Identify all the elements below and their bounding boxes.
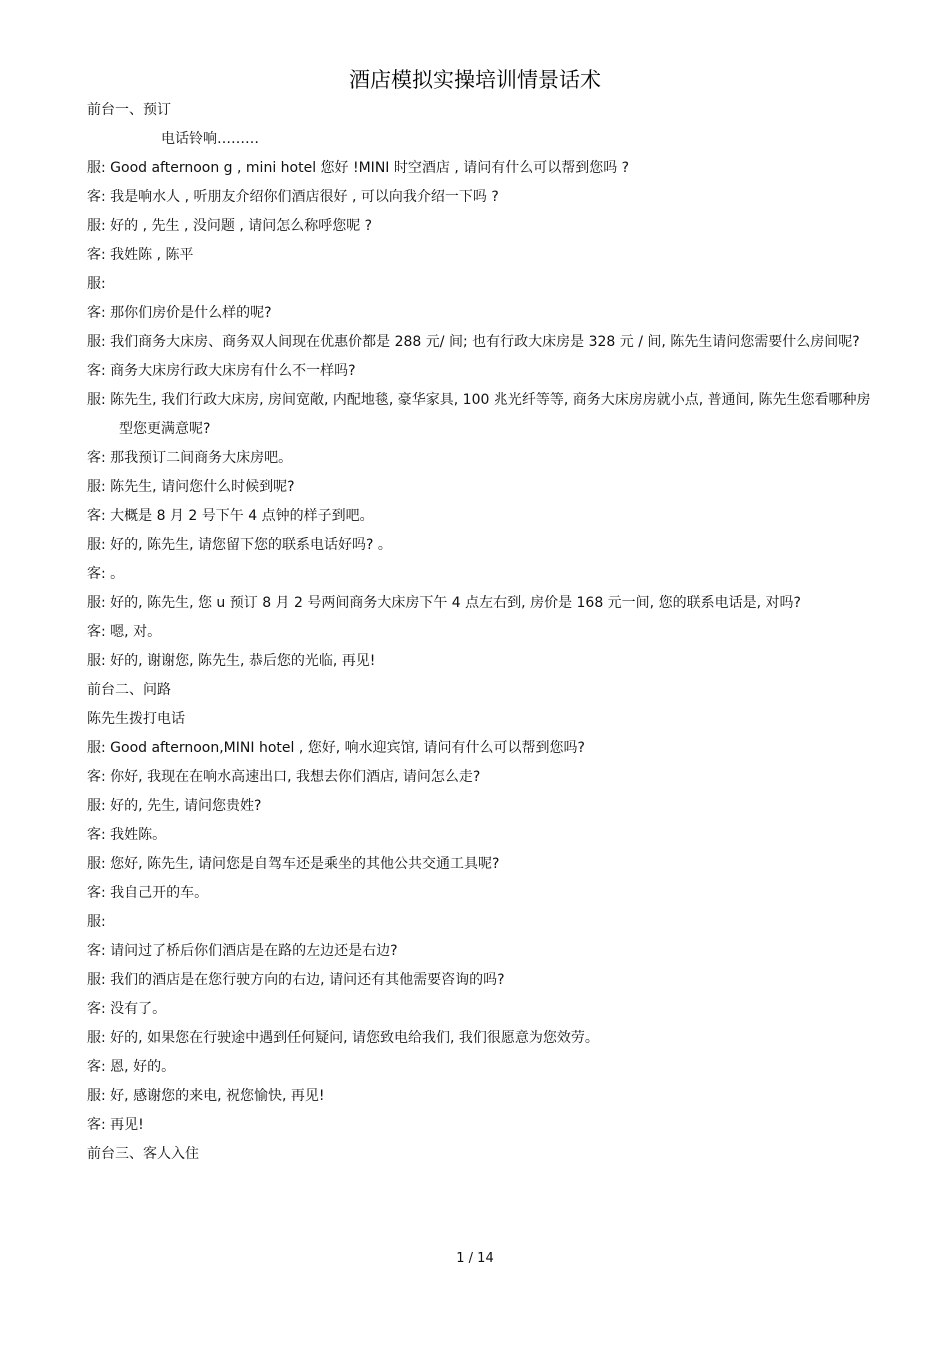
dialogue-line: 客: 我自己开的车。	[87, 885, 209, 901]
stage-direction: 陈先生拨打电话	[87, 711, 185, 727]
dialogue-line: 服: Good afternoon g , mini hotel 您好 !MINI 时空酒店 , 请问有什么可以帮到您吗 ?	[87, 160, 630, 176]
dialogue-line: 服:	[87, 914, 106, 930]
dialogue-line: 客: 我是响水人 , 听朋友介绍你们酒店很好 , 可以向我介绍一下吗 ?	[87, 189, 499, 205]
dialogue-line: 客: 我姓陈。	[87, 827, 167, 843]
dialogue-line: 服: 我们商务大床房、商务双人间现在优惠价都是 288 元/ 间; 也有行政大床房是 328 元 / 间, 陈先生请问您需要什么房间呢?	[87, 334, 860, 350]
dialogue-line: 客: 没有了。	[87, 1001, 167, 1017]
dialogue-line: 客: 大概是 8 月 2 号下午 4 点钟的样子到吧。	[87, 508, 374, 524]
dialogue-line: 服: 陈先生, 我们行政大床房, 房间宽敞, 内配地毯, 豪华家具, 100 兆光纤等等, 商务大床房房就小点, 普通间, 陈先生您看哪种房型您更满意呢?	[87, 392, 871, 437]
dialogue-line: 服: 好的, 如果您在行驶途中遇到任何疑问, 请您致电给我们, 我们很愿意为您效劳。	[87, 1030, 599, 1046]
dialogue-line: 服: 好的, 陈先生, 您 u 预订 8 月 2 号两间商务大床房下午 4 点左右到, 房价是 168 元一间, 您的联系电话是, 对吗?	[87, 595, 801, 611]
dialogue-line: 客: 。	[87, 566, 125, 582]
dialogue-line: 客: 再见!	[87, 1117, 144, 1133]
dialogue-line: 客: 我姓陈 , 陈平	[87, 247, 194, 263]
dialogue-line: 客: 你好, 我现在在响水高速出口, 我想去你们酒店, 请问怎么走?	[87, 769, 481, 785]
dialogue-line: 服: 好的 , 先生 , 没问题 , 请问怎么称呼您呢 ?	[87, 218, 373, 234]
dialogue-line: 服: 好的, 谢谢您, 陈先生, 恭后您的光临, 再见!	[87, 653, 376, 669]
dialogue-line: 服: 陈先生, 请问您什么时候到呢?	[87, 479, 295, 495]
document-title: 酒店模拟实操培训情景话术	[349, 68, 601, 92]
dialogue-line: 客: 那我预订二间商务大床房吧。	[87, 450, 293, 466]
dialogue-line: 客: 嗯, 对。	[87, 624, 162, 640]
dialogue-line: 服: Good afternoon,MINI hotel , 您好, 响水迎宾馆, 请问有什么可以帮到您吗?	[87, 740, 585, 756]
dialogue-line: 服: 好的, 先生, 请问您贵姓?	[87, 798, 262, 814]
dialogue-body	[87, 96, 877, 1169]
dialogue-line: 客: 那你们房价是什么样的呢?	[87, 305, 272, 321]
dialogue-line: 服: 好的, 陈先生, 请您留下您的联系电话好吗? 。	[87, 537, 392, 553]
dialogue-line: 客: 恩, 好的。	[87, 1059, 176, 1075]
page-number: 1 / 14	[456, 1251, 494, 1266]
dialogue-line: 服:	[87, 276, 106, 292]
dialogue-line: 客: 商务大床房行政大床房有什么不一样吗?	[87, 363, 356, 379]
section-heading: 前台一、预订	[87, 102, 171, 118]
dialogue-line: 服: 好, 感谢您的来电, 祝您愉快, 再见!	[87, 1088, 325, 1104]
section-heading: 前台二、问路	[87, 682, 171, 698]
dialogue-line: 客: 请问过了桥后你们酒店是在路的左边还是右边?	[87, 943, 398, 959]
section-heading: 前台三、客人入住	[87, 1146, 199, 1162]
stage-direction: 电话铃响………	[161, 131, 259, 147]
dialogue-line: 服: 您好, 陈先生, 请问您是自驾车还是乘坐的其他公共交通工具呢?	[87, 856, 500, 872]
dialogue-line: 服: 我们的酒店是在您行驶方向的右边, 请问还有其他需要咨询的吗?	[87, 972, 505, 988]
